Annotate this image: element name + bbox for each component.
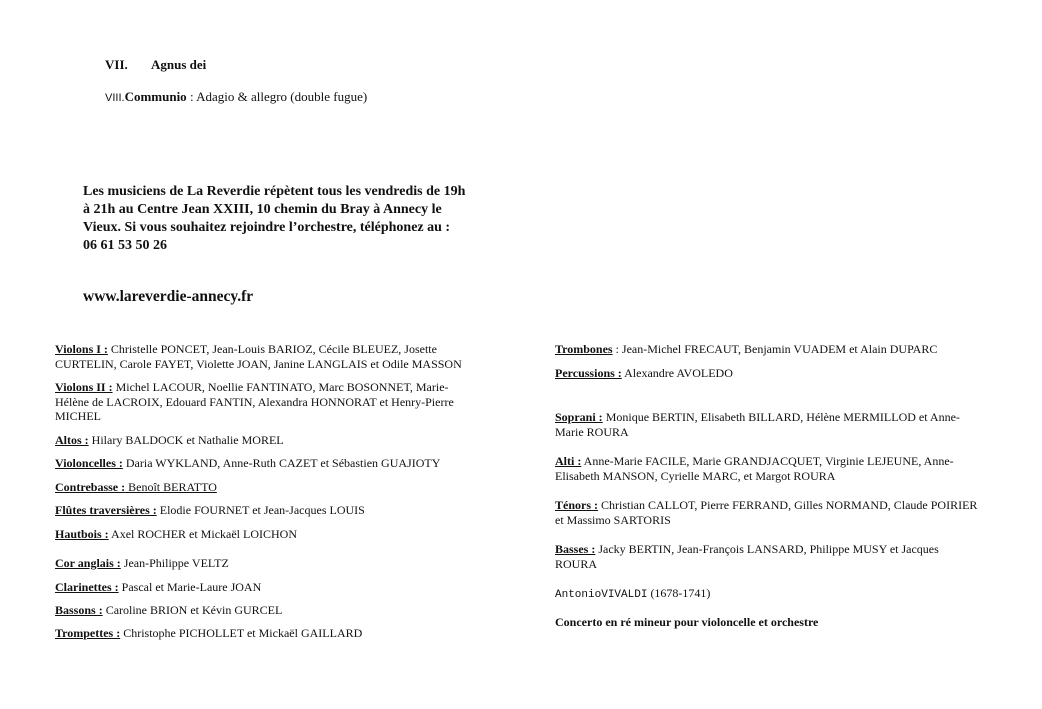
section-line: Daria WYKLAND, Anne-Ruth CAZET et Sébastien GUAJIOTY	[122, 456, 441, 470]
section-line: Axel ROCHER et Mickaël LOICHON	[108, 527, 297, 541]
section-contrebasse	[55, 480, 217, 495]
section-line: Christian CALLOT, Pierre FERRAND, Gilles NORMAND, Claude POIRIER	[598, 498, 978, 512]
section-line: : Jean-Michel FRECAUT, Benjamin VUADEM et Alain DUPARC	[612, 342, 938, 356]
section-line: et Massimo SARTORIS	[555, 512, 671, 527]
section-line: Alexandre AVOLEDO	[621, 366, 733, 380]
section-label: Clarinettes :	[55, 580, 119, 594]
section-line: Monique BERTIN, Elisabeth BILLARD, Hélène MERMILLOD et Anne-	[602, 410, 960, 424]
section-line: Michel LACOUR, Noellie FANTINATO, Marc BOSONNET, Marie-	[112, 380, 449, 394]
section-label: Percussions :	[555, 366, 622, 380]
section-line: Christelle PONCET, Jean-Louis BARIOZ, Cécile BLEUEZ, Josette	[107, 342, 437, 356]
section-percussions	[555, 366, 733, 381]
section-alti	[555, 454, 954, 483]
section-label: Flûtes traversières :	[55, 503, 157, 517]
section-line: Jean-Philippe VELTZ	[120, 556, 229, 570]
section-violons-1	[55, 342, 462, 371]
section-label: Trombones	[555, 342, 613, 356]
section-label: Trompettes :	[55, 626, 121, 640]
movement-title: Agnus dei	[151, 57, 207, 72]
section-label: Ténors :	[555, 498, 598, 512]
section-line: Hilary BALDOCK et Nathalie MOREL	[88, 433, 284, 447]
section-line: Elisabeth MANSON, Cyrielle MARC, et Margot ROURA	[555, 468, 836, 483]
movement-viii	[105, 89, 367, 105]
movement-number: VII.	[105, 57, 128, 72]
section-line: Pascal et Marie-Laure JOAN	[118, 580, 262, 594]
movement-title: Communio	[124, 89, 187, 104]
concerto-title: Concerto en ré mineur pour violoncelle et orchestre	[555, 615, 819, 629]
notice-line: Vieux. Si vous souhaitez rejoindre l’orchestre, téléphonez au :	[83, 220, 451, 235]
section-tenors	[555, 498, 977, 527]
composer-first-name: Antonio	[555, 589, 602, 601]
section-line: Christophe PICHOLLET et Mickaël GAILLARD	[120, 626, 363, 640]
movement-number: VIII.	[105, 92, 125, 104]
section-soprani	[555, 410, 960, 439]
composer-dates: (1678-1741)	[647, 586, 711, 600]
notice-line: à 21h au Centre Jean XXIII, 10 chemin du Bray à Annecy le	[83, 202, 442, 217]
section-label: Violons I :	[55, 342, 108, 356]
section-line: CURTELIN, Carole FAYET, Violette JOAN, Janine LANGLAIS et Odile MASSON	[55, 356, 462, 371]
section-label: Hautbois :	[55, 527, 109, 541]
website-url: www.lareverdie-annecy.fr	[83, 288, 254, 305]
section-label: Contrebasse :	[55, 480, 126, 494]
section-label: Alti :	[555, 454, 582, 468]
section-hautbois	[55, 527, 297, 542]
section-line: Hélène de LACROIX, Edouard FANTIN, Alexandra HONNORAT et Henry-Pierre	[55, 394, 454, 409]
section-label: Violons II :	[55, 380, 113, 394]
section-label: Altos :	[55, 433, 89, 447]
section-label: Cor anglais :	[55, 556, 121, 570]
section-label: Bassons :	[55, 603, 103, 617]
section-basses	[555, 542, 939, 571]
section-line: Marie ROURA	[555, 424, 629, 439]
movement-vii	[105, 57, 206, 73]
section-violons-2	[55, 380, 454, 424]
section-label: Violoncelles :	[55, 456, 123, 470]
section-violoncelles	[55, 456, 440, 471]
movement-detail: : Adagio & allegro (double fugue)	[186, 89, 368, 104]
section-line: Benoît BERATTO	[125, 480, 217, 494]
section-trompettes	[55, 626, 362, 641]
section-label: Basses :	[555, 542, 596, 556]
section-line: Jacky BERTIN, Jean-François LANSARD, Philippe MUSY et Jacques	[595, 542, 939, 556]
section-clarinettes	[55, 580, 261, 595]
section-line: Anne-Marie FACILE, Marie GRANDJACQUET, Virginie LEJEUNE, Anne-	[581, 454, 954, 468]
composer-last-name: VIVALDI	[601, 589, 648, 601]
section-line: Caroline BRION et Kévin GURCEL	[102, 603, 283, 617]
section-flutes	[55, 503, 365, 518]
section-altos	[55, 433, 284, 448]
notice-line: Les musiciens de La Reverdie répètent tous les vendredis de 19h	[83, 184, 466, 199]
section-line: MICHEL	[55, 409, 101, 423]
section-line: Elodie FOURNET et Jean-Jacques LOUIS	[156, 503, 365, 517]
section-line: ROURA	[555, 556, 598, 571]
composer-line	[555, 586, 710, 603]
notice-phone: 06 61 53 50 26	[83, 238, 167, 253]
rehearsal-notice	[83, 183, 513, 255]
section-cor-anglais	[55, 556, 229, 571]
section-trombones	[555, 342, 937, 357]
section-label: Soprani :	[555, 410, 603, 424]
section-bassons	[55, 603, 282, 618]
